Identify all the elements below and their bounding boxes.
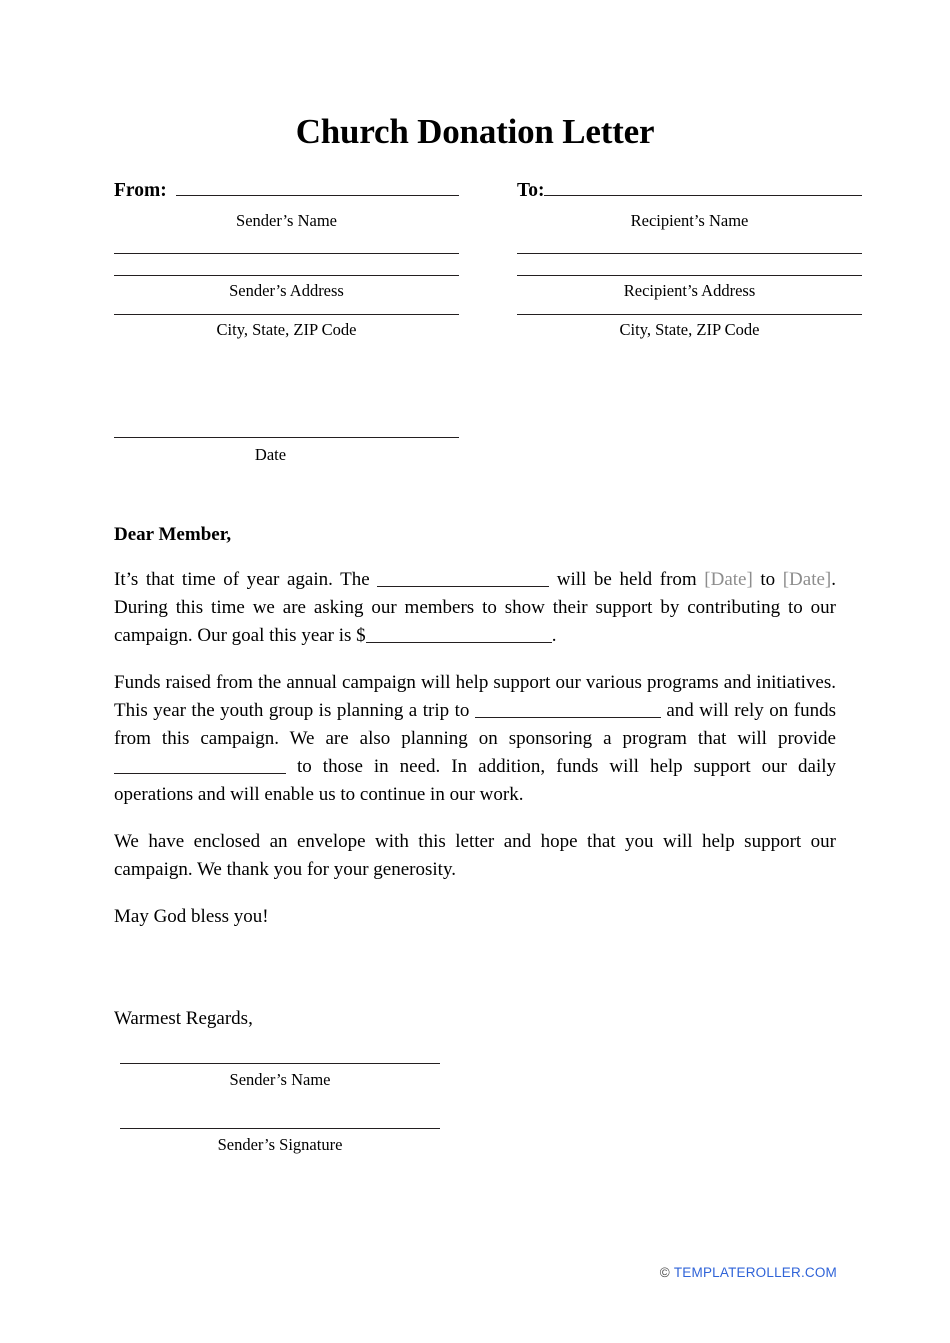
campaign-name-field[interactable] — [377, 569, 549, 587]
recipient-address-caption: Recipient’s Address — [623, 281, 756, 300]
address-block — [114, 180, 860, 375]
paragraph1-text-part2: will be held from — [549, 569, 705, 590]
body-paragraph-4: May God bless you! — [114, 906, 269, 927]
sender-address-caption: Sender’s Address — [229, 281, 344, 300]
paragraph2-text-part3: to those in need. In addition, funds will help support our daily operations and will enable us to continue in our work. — [114, 756, 836, 805]
to-label: To: — [517, 180, 545, 201]
paragraph1-text-part1: It’s that time of year again. The — [114, 569, 378, 590]
paragraph2-text-part2: and will rely on funds from this campaign. We are also planning on sponsoring a program that will provide — [114, 700, 836, 749]
salutation: Dear Member, — [114, 524, 232, 545]
paragraph2-text-part1: Funds raised from the annual campaign will help support our various programs and initiatives. This year the youth group is planning a trip to — [114, 672, 836, 721]
recipient-city-state-zip-field[interactable] — [517, 314, 862, 315]
goal-amount-field[interactable] — [366, 625, 552, 643]
signer-name-caption: Sender’s Name — [229, 1070, 331, 1089]
recipient-city-state-zip-caption: City, State, ZIP Code — [619, 320, 760, 339]
sender-address-field-line2[interactable] — [114, 275, 459, 276]
templateroller-brand-link[interactable]: TEMPLATEROLLER.COM — [673, 1265, 837, 1280]
recipient-name-caption: Recipient’s Name — [630, 211, 749, 230]
paragraph1-text-part4: . During this time we are asking our members to show their support by contributing to our campaign. Our goal this year is $ — [114, 569, 837, 646]
page-title: Church Donation Letter — [295, 112, 655, 151]
recipient-name-row — [517, 180, 862, 206]
end-date-placeholder[interactable]: [Date] — [782, 569, 832, 590]
sender-name-row — [114, 180, 459, 206]
sender-city-state-zip-field[interactable] — [114, 314, 459, 315]
sender-block — [114, 180, 459, 341]
body-paragraph-3: We have enclosed an envelope with this letter and hope that you will help support our campaign. We thank you for your generosity. — [114, 831, 836, 880]
date-block — [114, 437, 459, 465]
recipient-name-field[interactable] — [544, 195, 862, 196]
footer-watermark — [660, 1265, 837, 1280]
sender-name-field[interactable] — [176, 195, 459, 196]
copyright-icon: © — [659, 1265, 670, 1280]
signer-name-field[interactable] — [120, 1063, 440, 1064]
paragraph1-text-part5: . — [551, 625, 557, 646]
signature-block — [120, 1063, 440, 1154]
date-field[interactable] — [114, 437, 459, 438]
letter-body — [114, 566, 836, 931]
from-label: From: — [114, 180, 167, 201]
date-caption: Date — [254, 445, 287, 464]
sender-city-state-zip-caption: City, State, ZIP Code — [216, 320, 357, 339]
recipient-block — [517, 180, 862, 341]
closing-line: Warmest Regards, — [114, 1008, 253, 1029]
recipient-address-field-line2[interactable] — [517, 275, 862, 276]
sender-name-caption: Sender’s Name — [236, 211, 337, 230]
youth-trip-destination-field[interactable] — [475, 700, 661, 718]
body-paragraph-1 — [114, 566, 836, 650]
program-provision-field[interactable] — [114, 756, 286, 774]
body-paragraph-2 — [114, 669, 836, 809]
paragraph1-text-part3: to — [752, 569, 783, 590]
signature-field[interactable] — [120, 1128, 440, 1129]
start-date-placeholder[interactable]: [Date] — [704, 569, 753, 590]
signature-caption: Sender’s Signature — [217, 1135, 343, 1154]
